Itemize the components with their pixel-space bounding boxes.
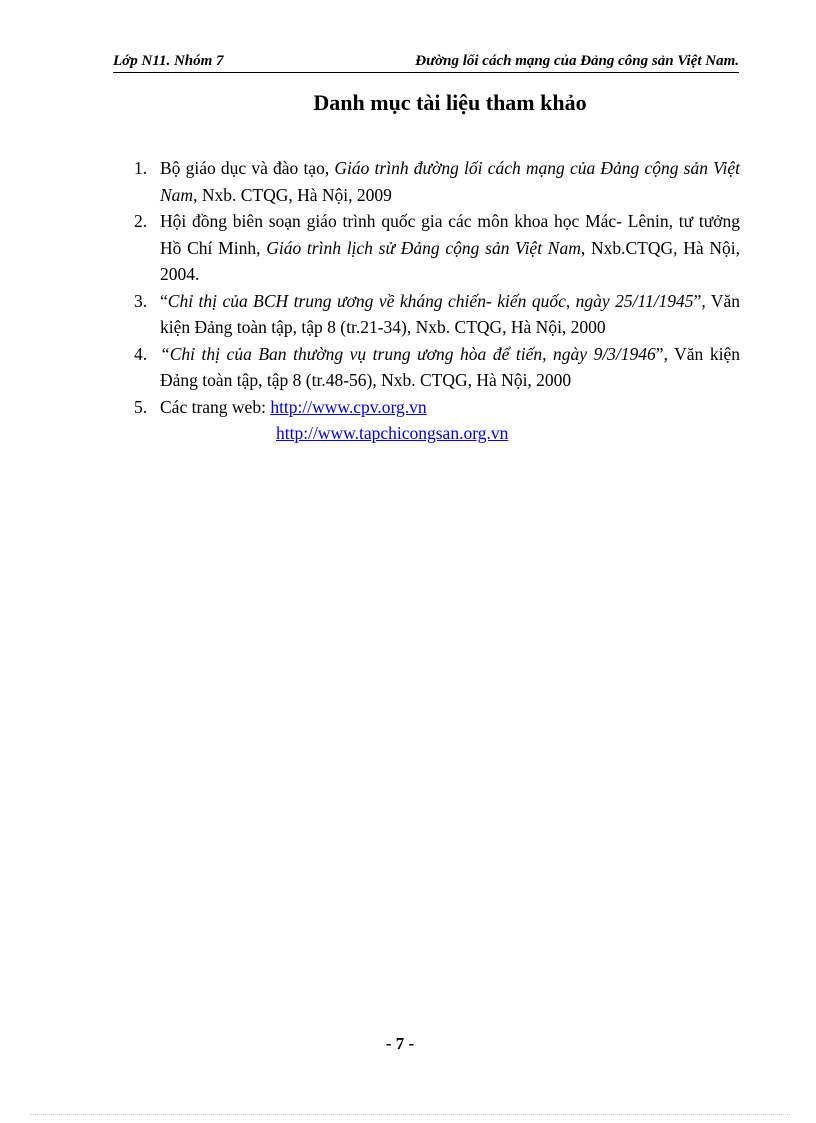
reference-italic-title: Giáo trình đường lối cách mạng của Đảng cộng sản Việt Nam: [160, 158, 740, 205]
page-number: - 7 -: [385, 1034, 415, 1053]
reference-number: 4.: [134, 343, 148, 364]
reference-italic-title: “Chỉ thị của Ban thường vụ trung ương hòa để tiến, ngày 9/3/1946: [160, 343, 656, 364]
reference-item: [134, 341, 740, 394]
reference-plain-before: Hội đồng biên soạn giáo trình quốc gia các môn khoa học Mác- Lênin, tư tưởng Hồ Chí Minh,: [160, 211, 740, 258]
reference-italic-title: Chỉ thị của BCH trung ương về kháng chiến- kiến quốc, ngày 25/11/1945: [167, 290, 694, 311]
website-link-cpv[interactable]: http://www.cpv.org.vn: [270, 396, 427, 417]
reference-italic-title: Giáo trình lịch sử Đảng cộng sản Việt Nam: [266, 237, 581, 258]
reference-text: [160, 208, 740, 288]
reference-item-websites: [134, 394, 740, 447]
header-right-text: Đường lối cách mạng của Đảng công sản Việt Nam.: [415, 53, 739, 69]
reference-number: 5.: [134, 396, 148, 417]
reference-plain-after: ”, Văn kiện Đảng toàn tập, tập 8 (tr.48-56), Nxb. CTQG, Hà Nội, 2000: [160, 343, 740, 390]
reference-item: [134, 208, 740, 288]
page-title: Danh mục tài liệu tham khảo: [313, 90, 587, 115]
reference-text: [160, 394, 740, 447]
reference-plain-before: “: [160, 290, 168, 311]
reference-number: 1.: [134, 158, 148, 178]
reference-plain-after: , Nxb. CTQG, Hà Nội, 2009: [193, 184, 392, 205]
reference-plain-before: Bộ giáo dục và đào tạo,: [160, 158, 335, 178]
header-left-text: Lớp N11. Nhóm 7: [113, 53, 224, 69]
reference-item: [134, 288, 740, 341]
reference-number: 3.: [134, 290, 148, 311]
reference-item: [134, 155, 740, 208]
page-bottom-divider: [30, 1114, 790, 1115]
reference-list: [134, 155, 740, 447]
website-link-row: [160, 420, 740, 447]
reference-plain-after: , Nxb.CTQG, Hà Nội, 2004.: [160, 237, 740, 284]
page-header: [113, 52, 739, 73]
reference-text: [160, 288, 740, 341]
websites-label: Các trang web:: [160, 396, 271, 417]
reference-number: 2.: [134, 211, 148, 231]
reference-text: [160, 341, 740, 394]
reference-text: [160, 155, 740, 208]
website-link-tapchicongsan[interactable]: http://www.tapchicongsan.org.vn: [276, 423, 509, 443]
reference-plain-after: ”, Văn kiện Đảng toàn tập, tập 8 (tr.21-34), Nxb. CTQG, Hà Nội, 2000: [160, 290, 740, 337]
